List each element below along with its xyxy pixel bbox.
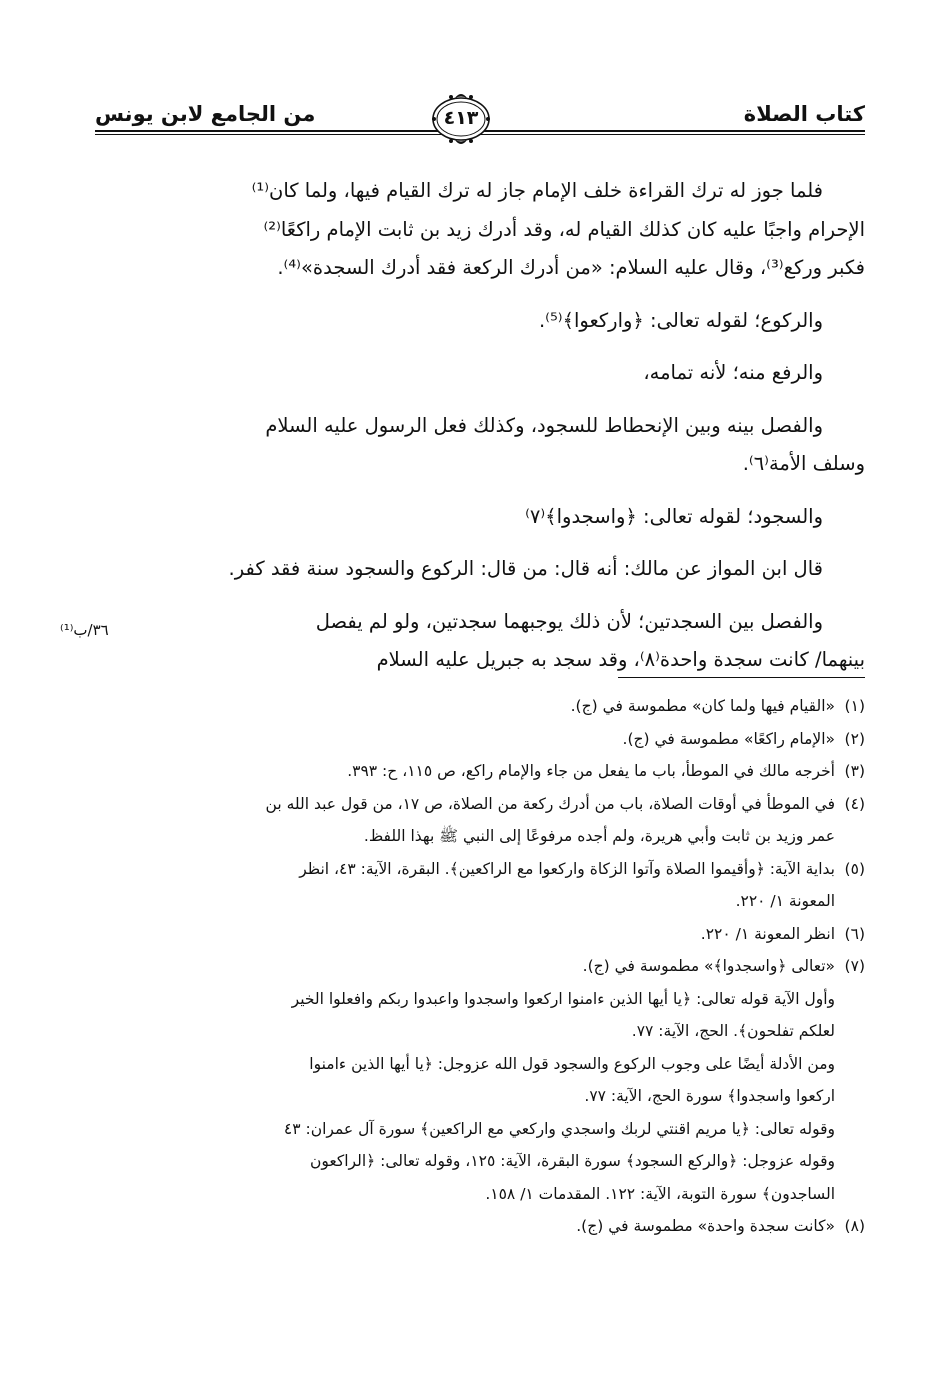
footnote-text: الساجدون﴾ سورة التوبة، الآية: ١٢٢. المقدمات ١/ ١٥٨. [485, 1184, 835, 1203]
footnote-line [160, 1048, 865, 1081]
footnote-text: عمر وزيد بن ثابت وأبي هريرة، ولم أجده مرفوعًا إلى النبي ﷺ بهذا اللفظ. [363, 827, 835, 845]
text-line: فكبر وركع⁽³⁾، وقال عليه السلام: «من أدرك الركعة فقد أدرك السجدة»⁽⁴⁾. [277, 256, 865, 279]
text-line: والرفع منه؛ لأنه تمامه، [643, 361, 823, 384]
footnote-line [160, 1113, 865, 1146]
footnote-line [160, 690, 865, 723]
text-line: بينهما/ كانت سجدة واحدة⁽٨⁾، وقد سجد به جبريل عليه السلام [376, 648, 865, 671]
text-line: فلما جوز له ترك القراءة خلف الإمام جاز له ترك القيام فيها، ولما كان⁽¹⁾ [251, 179, 823, 202]
footnote-line [160, 1145, 865, 1178]
page-number: ٤١٣ [443, 107, 479, 129]
footnote-number: (٦) [844, 924, 865, 943]
footnote-number: (١) [844, 697, 865, 715]
footnote-line [160, 1210, 865, 1243]
footnote-line [160, 983, 865, 1016]
footnote-line [160, 723, 865, 756]
footnote-text: ومن الأدلة أيضًا على وجوب الركوع والسجود قول الله عزوجل: ﴿يا أيها الذين ءامنوا [309, 1054, 835, 1073]
footnote-divider [618, 677, 865, 678]
footnote-text: «كانت سجدة واحدة» مطموسة في (ج). [576, 1217, 835, 1235]
text-line: والسجود؛ لقوله تعالى: ﴿واسجدوا﴾⁽٧⁾ [525, 504, 823, 528]
footnote-text: لعلكم تفلحون﴾. الحج، الآية: ٧٧. [631, 1022, 835, 1040]
footnote-text: بداية الآية: ﴿وأقيموا الصلاة وآتوا الزكاة واركعوا مع الراكعين﴾. البقرة، الآية: ٤٣، انظر [299, 859, 835, 878]
footnote-text: وقوله تعالى: ﴿يا مريم اقنتي لربك واسجدي واركعي مع الراكعين﴾ سورة آل عمران: ٤٣ [283, 1119, 835, 1138]
footnote-text: «القيام فيها ولما كان» مطموسة في (ج). [570, 697, 835, 715]
footnotes [160, 690, 865, 1243]
text-line: والفصل بينه وبين الإنحطاط للسجود، وكذلك فعل الرسول عليه السلام [265, 413, 823, 437]
footnote-text: «تعالى ﴿واسجدوا﴾» مطموسة في (ج). [582, 957, 835, 975]
text-line: قال ابن المواز عن مالك: أنه قال: من قال: الركوع والسجود سنة فقد كفر. [228, 557, 823, 580]
footnote-line [160, 950, 865, 983]
text-line: وسلف الأمة⁽٦⁾. [742, 452, 865, 475]
footnote-line [160, 918, 865, 951]
footnote-line [160, 1178, 865, 1211]
text-line: الإحرام واجبًا عليه كان كذلك القيام له، وقد أدرك زيد بن ثابت الإمام راكعًا⁽²⁾ [263, 217, 865, 241]
footnote-line [160, 853, 865, 886]
footnote-number: (٥) [844, 859, 865, 878]
footnote-number: (٤) [844, 794, 865, 813]
footnote-line [160, 1015, 865, 1048]
footnote-line [160, 1080, 865, 1113]
footnote-text: أخرجه مالك في الموطأ، باب ما يفعل من جاء والإمام راكع، ص ١١٥، ح: ٣٩٣. [347, 762, 835, 780]
text-line: والركوع؛ لقوله تعالى: ﴿واركعوا﴾⁽⁵⁾. [538, 308, 823, 332]
text-line: والفصل بين السجدتين؛ لأن ذلك يوجبهما سجدتين، ولو لم يفصل [315, 609, 823, 633]
footnote-number: (٨) [844, 1217, 865, 1235]
page-header [95, 92, 865, 138]
footnote-text: اركعوا واسجدوا﴾ سورة الحج، الآية: ٧٧. [584, 1087, 835, 1105]
footnote-line [160, 788, 865, 821]
footnote-line [160, 820, 865, 853]
chapter-title: كتاب الصلاة [743, 102, 865, 126]
footnote-number: (٣) [844, 762, 865, 780]
footnote-line [160, 885, 865, 918]
footnote-text: وقوله عزوجل: ﴿والركع السجود﴾ سورة البقرة، الآية: ١٢٥، وقوله تعالى: ﴿الراكعون [309, 1152, 835, 1170]
footnote-number: (٢) [844, 729, 865, 748]
footnote-text: في الموطأ في أوقات الصلاة، باب من أدرك ركعة من الصلاة، ص ١٧، من قول عبد الله بن [265, 794, 835, 813]
footnote-number: (٧) [844, 957, 865, 975]
margin-folio-note: ٣٦/ب⁽¹⁾ [60, 621, 109, 639]
book-title: من الجامع لابن يونس [95, 102, 316, 126]
footnote-text: «الإمام راكعًا» مطموسة في (ج). [622, 729, 835, 748]
footnote-line [160, 755, 865, 788]
page-number-ornament [425, 90, 497, 148]
main-text [160, 172, 865, 680]
footnote-text: المعونة ١/ ٢٢٠. [735, 892, 835, 910]
footnote-text: انظر المعونة ١/ ٢٢٠. [700, 924, 835, 943]
footnote-text: وأول الآية قوله تعالى: ﴿يا أيها الذين ءامنوا اركعوا واسجدوا واعبدوا ربكم وافعلوا الخير [291, 989, 835, 1008]
